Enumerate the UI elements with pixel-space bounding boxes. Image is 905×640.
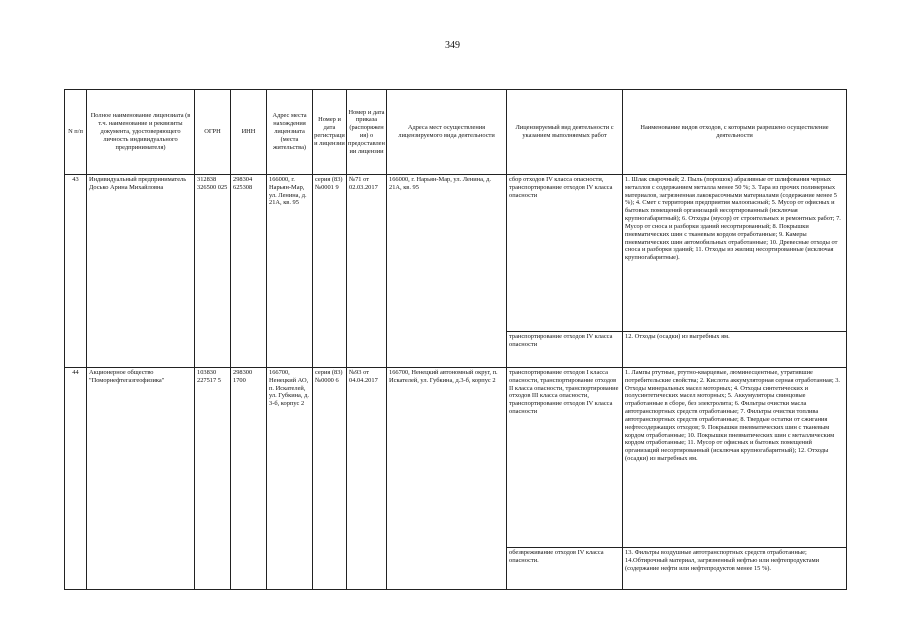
- address-cell: 166700, Ненецкий АО, п. Искателей, ул. Губкина, д. 3-б, корпус 2: [267, 368, 313, 590]
- waste-cell: 1. Лампы ртутные, ртутно-кварцевые, люминесцентные, утратившие потребительские свойства; 2. Кислота аккумуляторная серная отработанная; 3. Отходы минеральных масел моторных; 4. Отходы синтетических и полусинтетических масел моторных; 5. Аккумуляторы свинцовые отработанные в сборе, без электролита; 6. Фильтры очистки масла автотранспортных средств отработанные; 7. Фильтры очистки топлива автотранспортных средств отработанные; 8. Твердые остатки от сжигания нефтесодержащих отходов; 9. Покрышки пневматических шин с тканевым кордом отработанные; 10. Покрышки пневматических шин с металлическим кордом отработанные; 11. Мусор от офисных и бытовых помещений организаций несортированный (исключая крупногабаритный); 12. Отходы (осадки) из выгребных ям.: [623, 368, 847, 548]
- places-cell: 166000, г. Нарьян-Мар, ул. Ленина, д. 21А, кв. 95: [387, 175, 507, 368]
- header-waste: Наименование видов отходов, с которыми разрешено осуществление деятельности: [623, 90, 847, 175]
- waste-cell: 1. Шлак сварочный; 2. Пыль (порошок) абразивные от шлифования черных металлов с содержанием металла менее 50 %; 3. Тара из прочих полимерных материалов, загрязненная лакокрасочными материалами (содержание менее 5 %); 4. Смет с территории предприятия малоопасный; 5. Мусор от офисных и бытовых помещений организаций несортированный (исключая крупногабаритный); 6. Отходы (мусор) от строительных и ремонтных работ; 7. Мусор от сноса и разборки зданий несортированный; 8. Покрышки пневматических шин с тканевым кордом отработанные; 9. Камеры пневматических шин автомобильных отработанные; 10. Древесные отходы от сноса и разборки зданий; 11. Отходы из жилищ несортированные (исключая крупногабаритные).: [623, 175, 847, 332]
- activity-cell: транспортирование отходов IV класса опасности: [507, 332, 623, 368]
- address-cell: 166000, г. Нарьян-Мар, ул. Ленина, д. 21А, кв. 95: [267, 175, 313, 368]
- row-number: 44: [65, 368, 87, 590]
- registration-cell: серия (83) №0001 9: [313, 175, 347, 368]
- table-row: [65, 175, 847, 332]
- registration-cell: серия (83) №0000 6: [313, 368, 347, 590]
- header-activity: Лицензируемый вид деятельности с указанием выполняемых работ: [507, 90, 623, 175]
- header-num: N п/п: [65, 90, 87, 175]
- page-number: 349: [445, 40, 460, 51]
- places-cell: 166700, Ненецкий автономный округ, п. Искателей, ул. Губкина, д.3-б, корпус 2: [387, 368, 507, 590]
- licensee-name: Акционерное общество "Поморнефтегазгеофизика": [87, 368, 195, 590]
- table-row: [65, 368, 847, 548]
- header-ogrn: ОГРН: [195, 90, 231, 175]
- inn-cell: 298300 1700: [231, 368, 267, 590]
- order-cell: №71 от 02.03.2017: [347, 175, 387, 368]
- inn-cell: 298304 625308: [231, 175, 267, 368]
- header-registration: Номер и дата регистрации лицензии: [313, 90, 347, 175]
- license-registry-table: [64, 89, 847, 590]
- header-row: [65, 90, 847, 175]
- row-number: 43: [65, 175, 87, 368]
- header-places: Адреса мест осуществления лицензируемого вида деятельности: [387, 90, 507, 175]
- licensee-name: Индивидуальный предприниматель Досько Арина Михайловна: [87, 175, 195, 368]
- activity-cell: транспортирование отходов I класса опасности, транспортирование отходов II класса опасности, транспортирование отходов III класса опасности, транспортирование отходов IV класса опасности: [507, 368, 623, 548]
- header-address: Адрес места нахождения лицензиата (места жительства): [267, 90, 313, 175]
- activity-cell: обезвреживание отходов IV класса опасности.: [507, 548, 623, 590]
- waste-cell: 12. Отходы (осадки) из выгребных ям.: [623, 332, 847, 368]
- header-name: Полное наименование лицензиата (в т.ч. наименование и реквизиты документа, удостоверяющего личность индивидуального предпринимателя): [87, 90, 195, 175]
- header-order: Номер и дата приказа (распоряжения) о предоставлении лицензии: [347, 90, 387, 175]
- waste-cell: 13. Фильтры воздушные автотранспортных средств отработанные; 14.Обтирочный материал, загрязненный нефтью или нефтепродуктами (содержание нефти или нефтепродуктов менее 15 %).: [623, 548, 847, 590]
- header-inn: ИНН: [231, 90, 267, 175]
- order-cell: №93 от 04.04.2017: [347, 368, 387, 590]
- ogrn-cell: 312838 326500 025: [195, 175, 231, 368]
- ogrn-cell: 103830 227517 5: [195, 368, 231, 590]
- activity-cell: сбор отходов IV класса опасности, транспортирование отходов IV класса опасности: [507, 175, 623, 332]
